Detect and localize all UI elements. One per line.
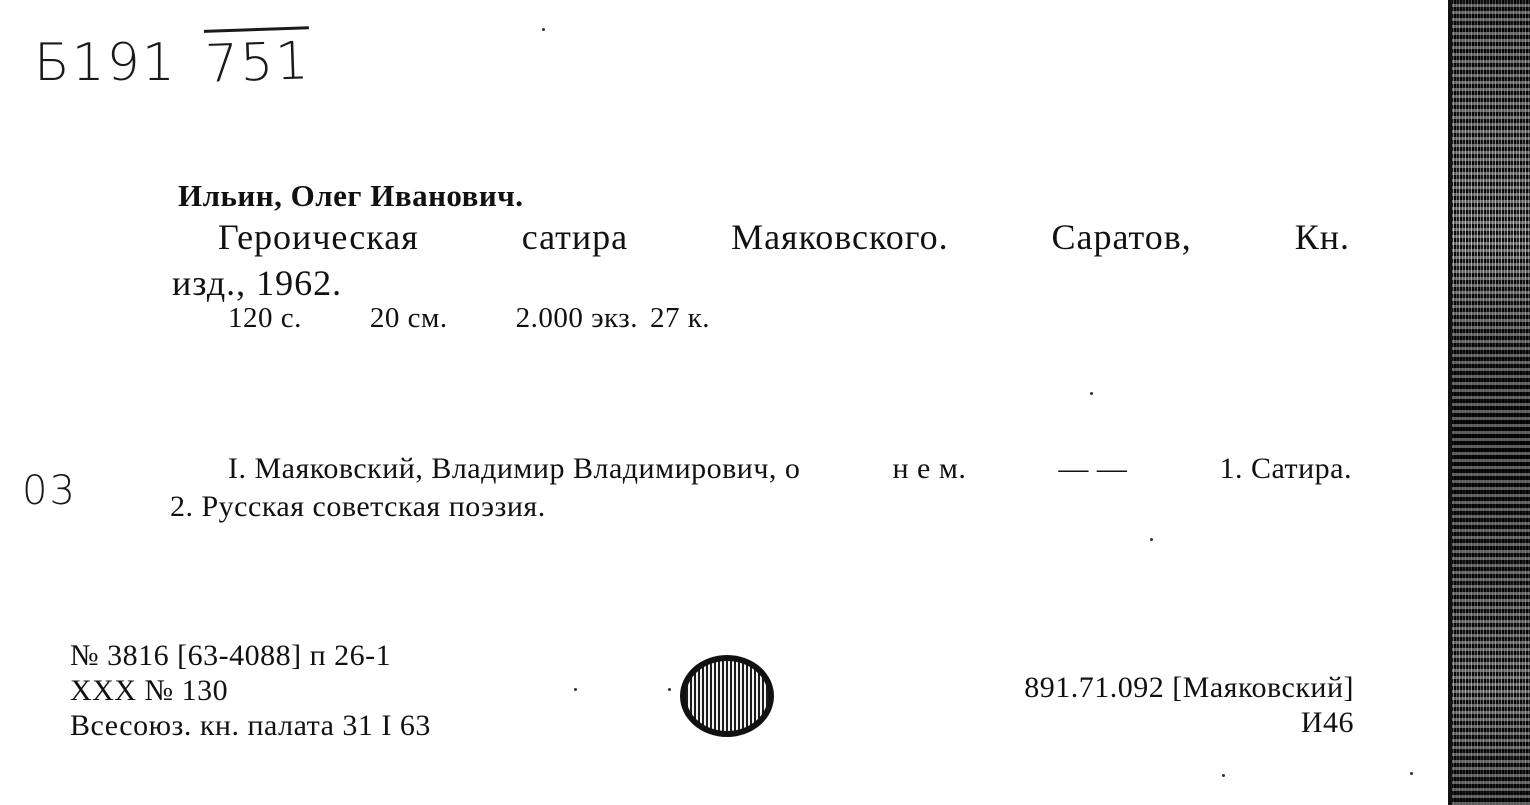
series-number: XXX № 130: [70, 674, 229, 707]
handwritten-margin-note: 03: [22, 468, 77, 514]
handwritten-shelf-mark: [34, 28, 310, 93]
subject-line-1: [228, 452, 1352, 486]
author-mark: И46: [1300, 706, 1354, 739]
dust-speck: [1222, 774, 1225, 777]
title-word: Маяковского.: [731, 217, 949, 257]
print-run: 2.000 экз.: [515, 302, 638, 334]
shelf-mark-prefix: Б191: [34, 33, 177, 93]
price: 27 к.: [649, 302, 711, 334]
place-of-publication: Саратов,: [1051, 217, 1192, 257]
scan-edge-artifact: [1448, 0, 1530, 805]
subject-satire: 1. Сатира.: [1219, 452, 1352, 485]
shelf-mark-number: 751: [204, 26, 311, 95]
title-line: [218, 216, 1350, 258]
subject-dash: — —: [1058, 452, 1128, 485]
title-word: сатира: [521, 217, 629, 257]
subject-person: I. Маяковский, Владимир Владимирович, о: [228, 452, 801, 485]
author-heading: Ильин, Олег Иванович.: [178, 178, 524, 213]
dust-speck: [1090, 392, 1093, 395]
title-word: Героическая: [218, 217, 419, 257]
dust-speck: [542, 28, 545, 31]
subject-line-2: 2. Русская советская поэзия.: [170, 490, 546, 523]
subject-note: н е м.: [892, 452, 967, 485]
page-count: 120 с.: [228, 302, 302, 334]
classification-code: 891.71.092 [Маяковский]: [1024, 671, 1354, 704]
punch-hole: [680, 655, 774, 737]
dust-speck: [574, 688, 577, 691]
collation-line: [228, 302, 710, 335]
book-size: 20 см.: [369, 302, 448, 334]
classification-block: [1024, 670, 1354, 740]
dust-speck: [668, 688, 671, 691]
dust-speck: [1150, 538, 1153, 541]
publication-line: изд., 1962.: [172, 263, 343, 303]
imprint-block: [70, 638, 431, 743]
dust-speck: [1410, 772, 1413, 775]
record-number: № 3816 [63-4088] п 26-1: [70, 639, 392, 672]
book-chamber-line: Всесоюз. кн. палата 31 I 63: [70, 709, 431, 742]
publisher-abbrev: Кн.: [1294, 217, 1350, 257]
